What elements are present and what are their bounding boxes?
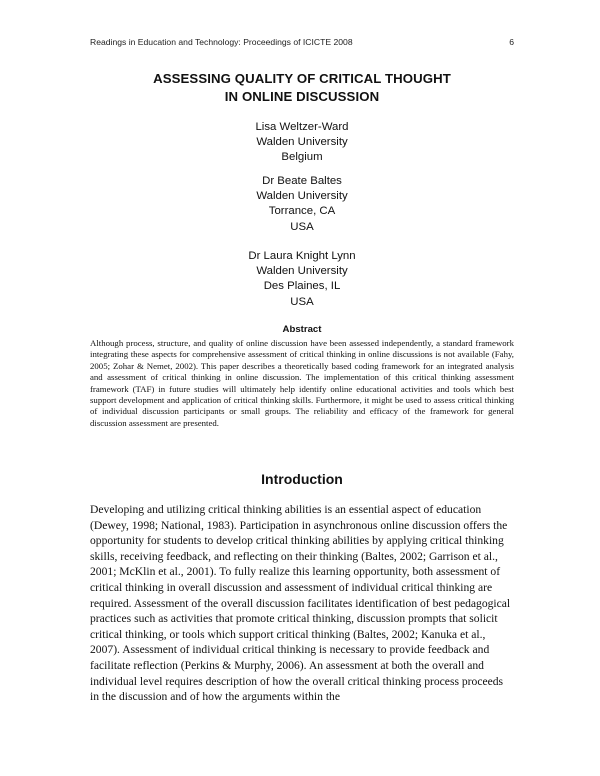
author-location: Des Plaines, IL	[263, 280, 341, 293]
author-block-3	[90, 249, 514, 310]
author-affiliation: Walden University	[256, 190, 348, 203]
introduction-heading: Introduction	[261, 471, 343, 487]
author-country: USA	[290, 220, 314, 233]
author-name: Dr Beate Baltes	[262, 175, 342, 187]
author-location: Belgium	[281, 151, 323, 164]
author-location: Torrance, CA	[268, 205, 336, 218]
title-line-1: ASSESSING QUALITY OF CRITICAL THOUGHT	[153, 71, 451, 86]
author-name: Lisa Weltzer-Ward	[255, 121, 349, 133]
author-country: USA	[290, 295, 314, 308]
introduction-text: Developing and utilizing critical thinking abilities is an essential aspect of education (Dewey, 1998; National, 1983). Participation in asynchronous online discussion offers the opportunity for students to develop critical thinking abilities by applying critical thinking skills, receiving feedback, and reflecting on their thinking (Baltes, 2002; Garrison et al., 2001; McKlin et al., 2001). To fully realize this learning opportunity, both assessment of critical thinking in overall discussion and assessment of individual critical thinking are required. Assessment of the overall discussion facilitates identification of best pedagogical practices such as activities that promote critical thinking, discussion prompts that solicit critical thinking, or tools which support critical thinking (Baltes, 2002; Kanuka et al., 2007). Assessment of individual critical thinking is necessary to provide feedback and facilitate reflection (Perkins & Murphy, 2006). An assessment at both the overall and individual level requires description of how the overall critical thinking process proceeds in the discussion and of how the arguments within the	[90, 503, 511, 704]
author-affiliation: Walden University	[256, 265, 348, 278]
author-block-2	[90, 174, 514, 235]
running-header	[90, 37, 514, 47]
author-block-1	[90, 120, 514, 166]
running-title: Readings in Education and Technology: Proceedings of ICICTE 2008	[90, 37, 353, 47]
author-name: Dr Laura Knight Lynn	[248, 250, 356, 262]
paper-title	[90, 70, 514, 106]
author-affiliation: Walden University	[256, 136, 348, 149]
title-line-2: IN ONLINE DISCUSSION	[224, 89, 380, 104]
abstract-heading: Abstract	[282, 324, 322, 335]
abstract-text: Although process, structure, and quality of online discussion have been assessed independently, a standard framework integrating these aspects for comprehensive assessment of critical thinking in online discussions is not available (Fahy, 2005; Zohar & Nemet, 2002). This paper describes a theoretically based coding framework for an integrated analysis and assessment of critical thinking in online discussion. The implementation of this critical thinking assessment framework (TAF) in future studies will ultimately help identify online educational activities and tools which best support development and application of critical thinking skills. Furthermore, it might be used to assess critical thinking of individual discussion participants or small groups. The reliability and efficacy of the framework for general discussion assessment are presented.	[90, 338, 514, 428]
page-number: 6	[509, 37, 514, 47]
